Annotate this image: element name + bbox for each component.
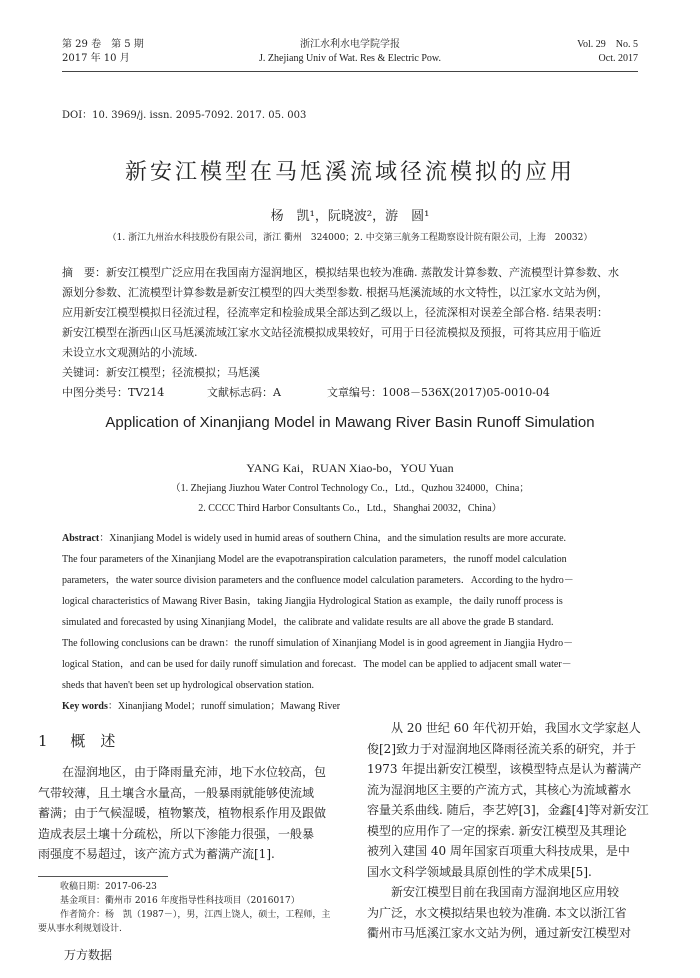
abstract-en-line: simulated and forecasted by using Xinanjiang Model，the calibrate and validate results are all above the grade B standard. bbox=[62, 617, 554, 628]
journal-date: 2017 年 10 月 bbox=[62, 53, 130, 64]
section-number: 1 bbox=[38, 732, 48, 750]
left-column-body bbox=[38, 762, 343, 865]
keywords-en: ：Xinanjiang Model；runoff simulation；Mawang River bbox=[107, 701, 341, 712]
body-line: 被列入建国 40 周年国家百项重大科技成果，是中 bbox=[367, 844, 630, 858]
watermark: 万方数据 bbox=[64, 948, 113, 962]
doi: DOI：10. 3969/j. issn. 2095-7092. 2017. 05. 003 bbox=[62, 110, 307, 121]
abstract-en-line: logical characteristics of Mawang River Basin，taking Jiangjia Hydrological Station as example，the daily runoff process is bbox=[62, 596, 563, 607]
footnote-rule bbox=[38, 876, 168, 877]
abstract-cn-line: 摘 要：新安江模型广泛应用在我国南方湿润地区，模拟结果也较为准确. 蒸散发计算参数、产流模型计算参数、水 bbox=[62, 266, 619, 279]
abstract-en-line: parameters，the water source division parameters and the confluence model calculation parameters．According to the hydro－ bbox=[62, 575, 574, 586]
journal-volume: 第 29 卷 第 5 期 bbox=[62, 39, 144, 50]
body-line: 在湿润地区，由于降雨量充沛，地下水位较高，包 bbox=[38, 765, 327, 779]
body-line: 国水文科学领域最具原创性的学术成果[5]. bbox=[367, 864, 592, 879]
abstract-cn-line: 源划分参数、汇流模型计算参数是新安江模型的四大类型参数. 根据马尪溪流域的水文特性，以江家水文站为例， bbox=[62, 286, 608, 299]
received-date: 收稿日期：2017-06-23 bbox=[60, 882, 157, 892]
right-column-body bbox=[367, 718, 667, 944]
journal-name-en: J. Zhejiang Univ of Wat. Res & Electric Pow. bbox=[259, 53, 441, 64]
section-title: 概 述 bbox=[70, 732, 116, 750]
abstract-en-label: Abstract bbox=[62, 533, 100, 544]
journal-name-cn: 浙江水利水电学院学报 bbox=[300, 39, 400, 50]
body-line: 衢州市马尪溪江家水文站为例，通过新安江模型对 bbox=[367, 926, 632, 940]
abstract-en-line: sheds that haven't been set up hydrological observation station. bbox=[62, 680, 315, 691]
body-line: 容量关系曲线. 随后，李艺婷[3]，金鑫[4]等对新安江 bbox=[367, 803, 649, 817]
title-en: Application of Xinanjiang Model in Mawang River Basin Runoff Simulation bbox=[105, 414, 595, 431]
affiliations-cn: （1. 浙江九州治水科技股份有限公司，浙江 衢州 324000；2. 中交第三航务工程勘察设计院有限公司，上海 20032） bbox=[107, 233, 593, 243]
abstract-en-line: logical Station，and can be used for daily runoff simulation and forecast．The model can be applied to adjacent small water－ bbox=[62, 659, 572, 670]
section-heading bbox=[38, 730, 115, 751]
body-line: 流为湿润地区主要的产流方式，其核心为流域蓄水 bbox=[367, 782, 632, 797]
body-line: 1973 年提出新安江模型，该模型特点是认为蓄满产 bbox=[367, 762, 642, 776]
footnotes bbox=[38, 880, 343, 936]
abstract-cn-line: 新安江模型在浙西山区马尪溪流域江家水文站径流模拟成果较好，可用于日径流模拟及预报，可将其应用于临近 bbox=[62, 326, 601, 339]
abstract-en-line: The four parameters of the Xinanjiang Model are the evapotranspiration calculation parameters，the runoff model calculation bbox=[62, 554, 567, 565]
abstract-en bbox=[62, 528, 642, 717]
body-line: 俊[2]致力于对湿润地区降雨径流关系的研究，并于 bbox=[367, 741, 636, 756]
body-line: 为广泛，水文模拟结果也较为准确. 本文以浙江省 bbox=[367, 905, 627, 920]
body-line: 模型的应用作了一定的探索. 新安江模型及其理论 bbox=[367, 823, 627, 838]
article-number: 文章编号：1008－536X(2017)05-0010-04 bbox=[327, 386, 550, 399]
journal-volume-en: Vol. 29 No. 5 bbox=[577, 39, 638, 50]
body-line: 造成表层土壤十分疏松，所以下渗能力很强，一般暴 bbox=[38, 826, 315, 841]
authors-en: YANG Kai，RUAN Xiao-bo，YOU Yuan bbox=[246, 461, 454, 475]
document-code: 文献标志码：A bbox=[207, 386, 281, 399]
body-line: 蓄满；由于气候湿暖，植物繁茂，植物根系作用及跟做 bbox=[38, 806, 327, 820]
affiliation-en-2: 2. CCCC Third Harbor Consultants Co.，Ltd.，Shanghai 20032，China） bbox=[198, 503, 502, 514]
abstract-cn bbox=[62, 263, 642, 403]
classification-number: 中图分类号：TV214 bbox=[62, 386, 165, 399]
classification-row bbox=[62, 383, 642, 403]
body-line: 气带较薄，且土壤含水量高，一般暴雨就能够使流域 bbox=[38, 785, 315, 800]
abstract-en-line: The following conclusions can be drawn：the runoff simulation of Xinanjiang Model is in good agreement in Jiangjia Hydro－ bbox=[62, 638, 574, 649]
journal-date-en: Oct. 2017 bbox=[598, 53, 638, 64]
funding: 基金项目：衢州市 2016 年度指导性科技项目（2016017） bbox=[60, 896, 300, 906]
header-rule bbox=[62, 71, 638, 72]
title-cn: 新安江模型在马尪溪流域径流模拟的应用 bbox=[124, 160, 575, 185]
body-line: 从 20 世纪 60 年代初开始，我国水文学家赵人 bbox=[367, 721, 641, 735]
abstract-en-line: ：Xinanjiang Model is widely used in humid areas of southern China，and the simulation results are more accurate. bbox=[99, 533, 567, 544]
keywords-cn: 关键词：新安江模型；径流模拟；马尪溪 bbox=[62, 366, 260, 379]
affiliation-en-1: （1. Zhejiang Jiuzhou Water Control Technology Co.，Ltd.，Quzhou 324000，China； bbox=[170, 483, 530, 494]
keywords-en-label: Key words bbox=[62, 701, 108, 712]
abstract-cn-line: 未设立水文观测站的小流域. bbox=[62, 346, 198, 359]
author-bio: 作者简介：杨 凯（1987－），男，江西上饶人，硕士，工程师，主 bbox=[60, 910, 331, 920]
body-line: 新安江模型目前在我国南方湿润地区应用较 bbox=[367, 885, 620, 899]
author-bio-cont: 要从事水利规划设计. bbox=[38, 924, 122, 934]
body-line: 雨强度不易超过，该产流方式为蓄满产流[1]. bbox=[38, 847, 275, 861]
authors-cn: 杨 凯¹，阮晓波²，游 圆¹ bbox=[270, 209, 430, 224]
abstract-cn-line: 应用新安江模型模拟日径流过程，径流率定和检验成果全部达到乙级以上，径流深相对误差全部合格. 结果表明： bbox=[62, 306, 608, 319]
